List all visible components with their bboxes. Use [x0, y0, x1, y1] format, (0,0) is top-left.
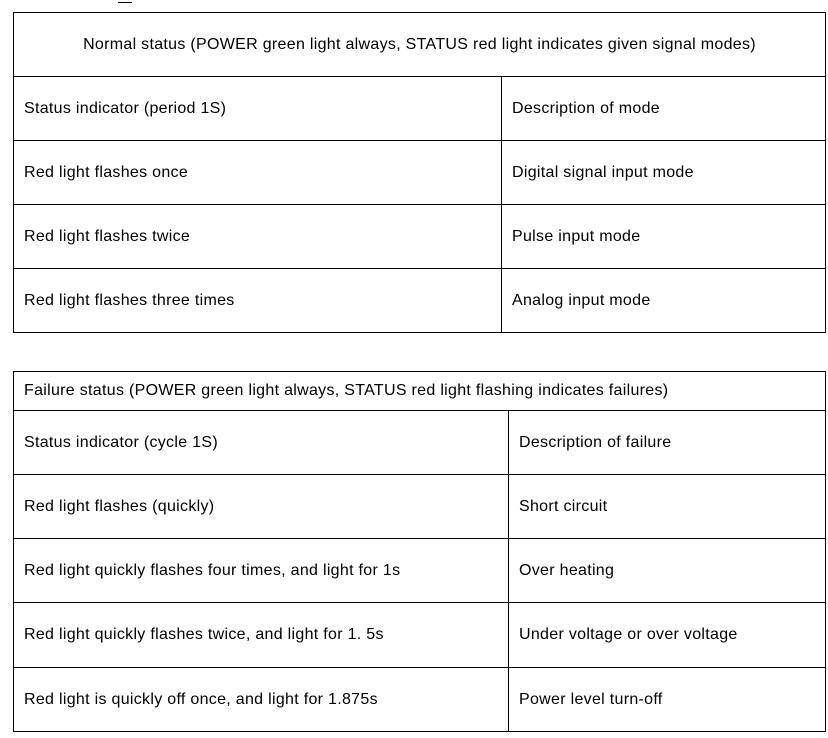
table-row	[14, 475, 826, 539]
status-indicator-cell: Red light flashes three times	[14, 269, 502, 333]
column-header-status-indicator: Status indicator (period 1S)	[14, 77, 502, 141]
failure-description-cell: Power level turn-off	[509, 668, 826, 732]
table-row	[14, 668, 826, 732]
table-header-row	[14, 77, 826, 141]
table-row	[14, 539, 826, 603]
status-indicator-cell: Red light flashes once	[14, 141, 502, 205]
table-title-row	[14, 13, 826, 77]
normal-status-title: Normal status (POWER green light always, STATUS red light indicates given signal modes)	[14, 13, 826, 77]
table-title-row	[14, 372, 826, 411]
column-header-description: Description of failure	[509, 411, 826, 475]
mode-description-cell: Digital signal input mode	[502, 141, 826, 205]
failure-description-cell: Under voltage or over voltage	[509, 603, 826, 668]
table-row	[14, 603, 826, 668]
cropped-text-fragment	[118, 0, 132, 3]
table-row	[14, 205, 826, 269]
status-indicator-cell: Red light flashes twice	[14, 205, 502, 269]
mode-description-cell: Pulse input mode	[502, 205, 826, 269]
failure-status-table	[13, 371, 826, 732]
failure-status-title: Failure status (POWER green light always, STATUS red light flashing indicates failures)	[14, 372, 826, 411]
status-indicator-cell: Red light is quickly off once, and light for 1.875s	[14, 668, 509, 732]
column-header-status-indicator: Status indicator (cycle 1S)	[14, 411, 509, 475]
status-indicator-cell: Red light quickly flashes twice, and light for 1. 5s	[14, 603, 509, 668]
table-row	[14, 269, 826, 333]
failure-description-cell: Over heating	[509, 539, 826, 603]
table-row	[14, 141, 826, 205]
status-indicator-cell: Red light flashes (quickly)	[14, 475, 509, 539]
status-indicator-cell: Red light quickly flashes four times, and light for 1s	[14, 539, 509, 603]
normal-status-table	[13, 12, 826, 333]
mode-description-cell: Analog input mode	[502, 269, 826, 333]
column-header-description: Description of mode	[502, 77, 826, 141]
failure-description-cell: Short circuit	[509, 475, 826, 539]
table-header-row	[14, 411, 826, 475]
